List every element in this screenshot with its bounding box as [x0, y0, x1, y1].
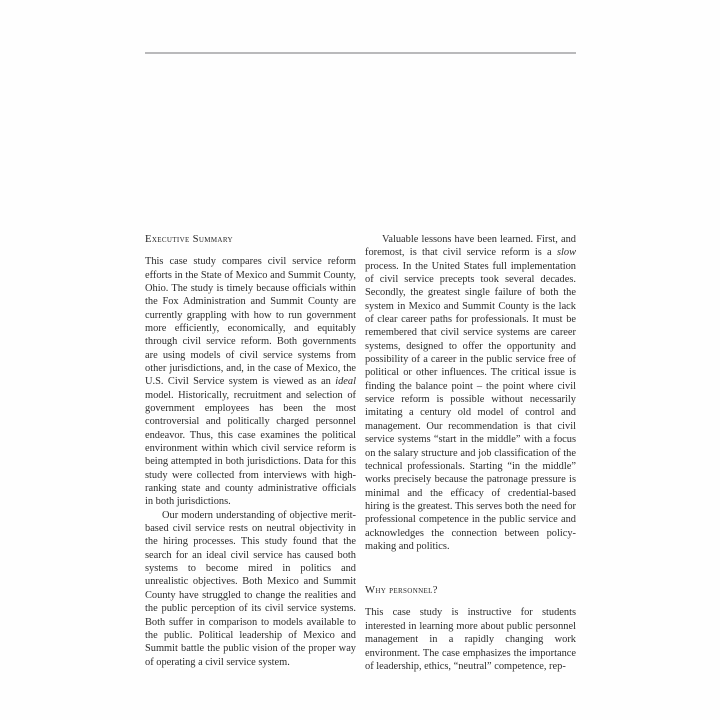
header-rule: [145, 52, 576, 54]
left-column-paragraphs: [145, 255, 356, 669]
emphasized-word: ideal: [335, 376, 356, 388]
emphasized-word: slow: [556, 247, 576, 259]
section-heading-executive-summary: Executive Summary: [145, 234, 233, 245]
paragraph: Valuable lessons have been learned. First, and foremost, is that civil service reform is a slow process. In the United States full implementation of civil service precepts took several decades. Secondly, the greatest single failure of both the system in Mexico and Summit County is the lack of clear career paths for professionals. It must be remembered that civil service systems are career systems, designed to offer the opportunity and possibility of a career in the public service free of political or other influences. The critical issue is finding the balance point – the point where civil service reform is possible without necessarily imitating a century old model of control and management. Our recommendation is that civil service systems “start in the middle” with a focus on the salary structure and job classification of the technical professionals. Starting “in the middle” works precisely because the patronage pressure is minimal and the efficacy of credential-based hiring is the greatest. This serves both the need for professional competence in the public service and acknowledges the connection between policy-making and politics.: [365, 234, 576, 552]
section-heading-why-personnel: Why personnel?: [365, 585, 438, 597]
right-column-paragraphs-after-heading: [365, 606, 576, 673]
paragraph: This case study is instructive for students interested in learning more about public personnel management in a rapidly changing work environment. The case emphasizes the importance of leadership, ethics, “neutral” competence, rep-: [365, 607, 576, 672]
paragraph: Our modern understanding of objective merit-based civil service rests on neutral objectivity in the hiring processes. This study found that the search for an ideal civil service has caused both systems to become mired in politics and unrealistic objectives. Both Mexico and Summit County have struggled to change the realities and the public perception of its civil service systems. Both suffer in comparison to models available to the public. Political leadership of Mexico and Summit battle the public vision of the proper way of operating a civil service system.: [145, 509, 356, 668]
right-column: [365, 233, 576, 673]
paragraph: This case study compares civil service reform efforts in the State of Mexico and Summit County, Ohio. The study is timely because officials within the Fox Administration and Summit County are currently grappling with how to run government more efficiently, economically, and equitably through civil service reform. Both governments are using models of civil service systems from other jurisdictions, and, in the case of Mexico, the U.S. Civil Service system is viewed as an ideal model. Historically, recruitment and selection of government employees has been the most controversial and politically charged personnel endeavor. Thus, this case examines the political environment within which civil service reform is being attempted in both jurisdictions. Data for this study were collected from interviews with high-ranking state and county administrative officials in both jurisdictions.: [145, 256, 356, 508]
right-column-paragraphs: [365, 233, 576, 553]
left-column: [145, 233, 356, 669]
